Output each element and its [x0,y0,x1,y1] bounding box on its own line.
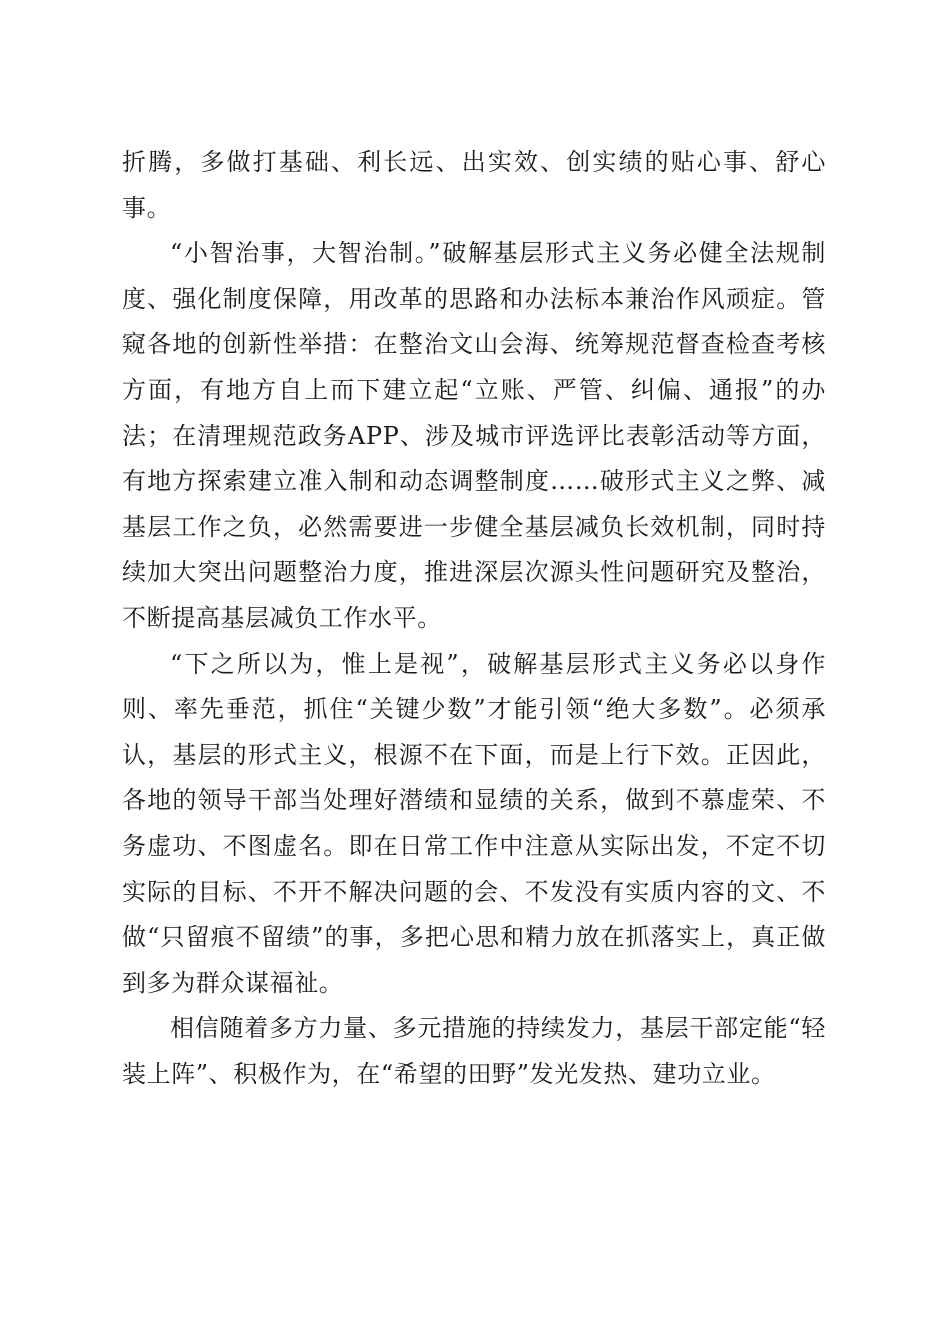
paragraph-institutional-reform: “小智治事，大智治制。”破解基层形式主义务必健全法规制度、强化制度保障，用改革的思路和办法标本兼治作风顽症。管窥各地的创新性举措：在整治文山会海、统筹规范督查检查考核方面，有地方自上而下建立起“立账、严管、纠偏、通报”的办法；在清理规范政务APP、涉及城市评选评比表彰活动等方面，有地方探索建立准入制和动态调整制度……破形式主义之弊、减基层工作之负，必然需要进一步健全基层减负长效机制，同时持续加大突出问题整治力度，推进深层次源头性问题研究及整治，不断提高基层减负工作水平。 [122,239,826,632]
paragraph-continuation: 折腾，多做打基础、利长远、出实效、创实绩的贴心事、舒心事。 [122,148,826,222]
paragraph-leadership-example: “下之所以为，惟上是视”，破解基层形式主义务必以身作则、率先垂范，抓住“关键少数”才能引领“绝大多数”。必须承认，基层的形式主义，根源不在下面，而是上行下效。正因此，各地的领导干部当处理好潜绩和显绩的关系，做到不慕虚荣、不务虚功、不图虚名。即在日常工作中注意从实际出发，不定不切实际的目标、不开不解决问题的会、不发没有实质内容的文、不做“只留痕不留绩”的事，多把心思和精力放在抓落实上，真正做到多为群众谋福祉。 [122,649,826,997]
paragraph-conclusion: 相信随着多方力量、多元措施的持续发力，基层干部定能“轻装上阵”、积极作为，在“希望的田野”发光发热、建功立业。 [122,1014,826,1088]
document-body [122,140,826,1097]
